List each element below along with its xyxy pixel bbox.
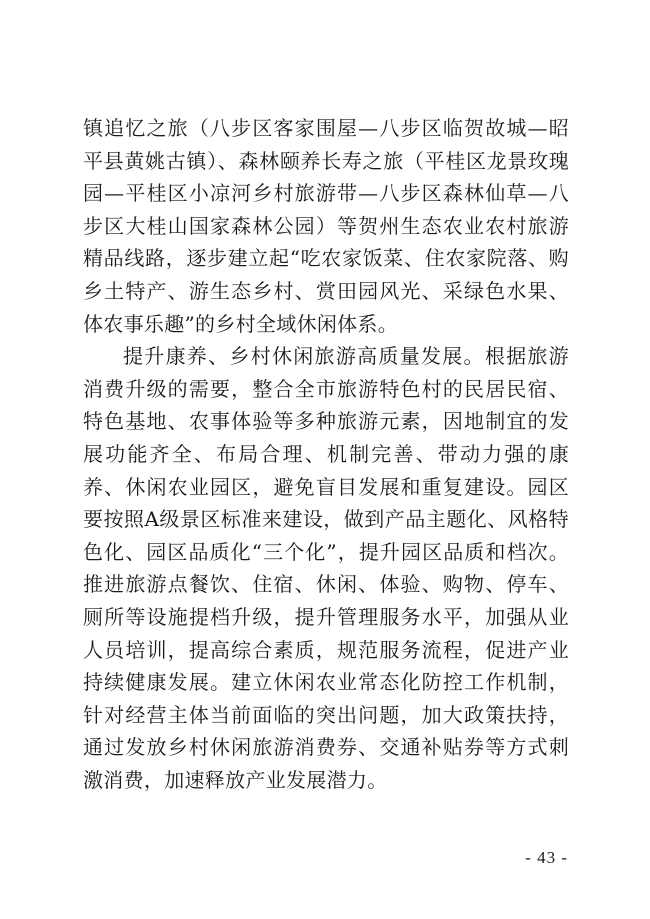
- paragraph-2: 提升康养、乡村休闲旅游高质量发展。根据旅游消费升级的需要，整合全市旅游特色村的民居民宿、特色基地、农事体验等多种旅游元素，因地制宜的发展功能齐全、布局合理、机制完善、带动力强的康养、休闲农业园区，避免盲目发展和重复建设。园区要按照A级景区标准来建设，做到产品主题化、风格特色化、园区品质化“三个化”，提升园区品质和档次。推进旅游点餐饮、住宿、休闲、体验、购物、停车、厕所等设施提档升级，提升管理服务水平，加强从业人员培训，提高综合素质，规范服务流程，促进产业持续健康发展。建立休闲农业常态化防控工作机制，针对经营主体当前面临的突出问题，加大政策扶持，通过发放乡村休闲旅游消费券、交通补贴券等方式刺激消费，加速释放产业发展潜力。: [83, 344, 569, 792]
- body-text: [83, 112, 569, 796]
- page-number: - 43 -: [525, 848, 568, 867]
- paragraph-1: 镇追忆之旅（八步区客家围屋—八步区临贺故城—昭平县黄姚古镇）、森林颐养长寿之旅（平桂区龙景玫瑰园—平桂区小凉河乡村旅游带—八步区森林仙草—八步区大桂山国家森林公园）等贺州生态农业农村旅游精品线路，逐步建立起“吃农家饭菜、住农家院落、购乡土特产、游生态乡村、赏田园风光、采绿色水果、体农事乐趣”的乡村全域休闲体系。: [83, 116, 569, 336]
